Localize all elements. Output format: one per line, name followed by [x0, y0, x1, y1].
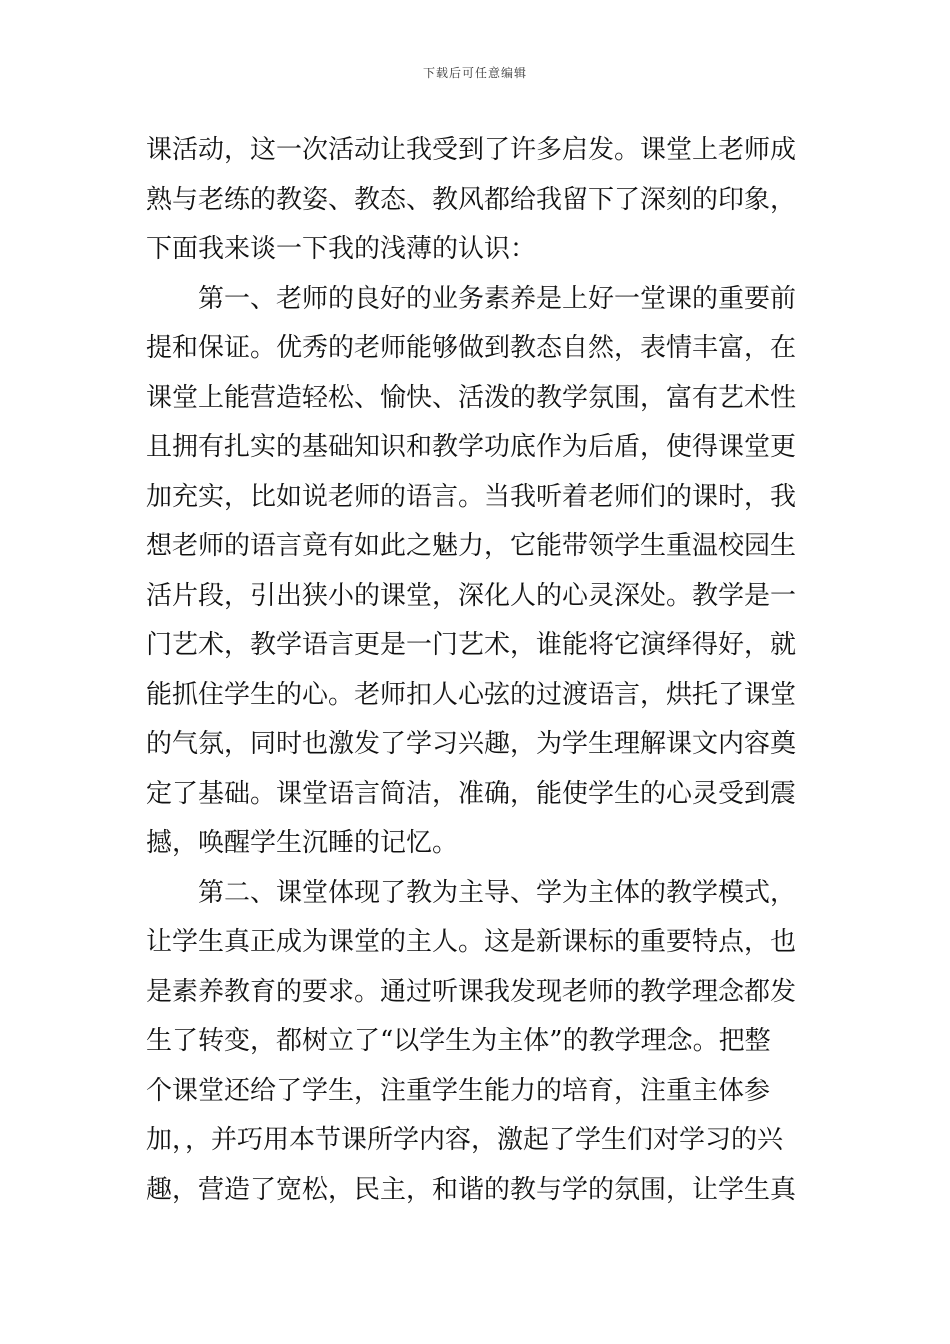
text-line: 撼，唤醒学生沉睡的记忆。: [146, 828, 459, 858]
text-line: 熟与老练的教姿、教态、教风都给我留下了深刻的印象，: [146, 184, 797, 215]
text-line: 生了转变，都树立了“以学生为主体”的教学理念。把整: [146, 1026, 771, 1056]
text-line: 门艺术，教学语言更是一门艺术，谁能将它演绎得好，就: [146, 630, 797, 660]
text-line: 加，，并巧用本节课所学内容，激起了学生们对学习的兴: [146, 1125, 784, 1155]
text-line: 第一、老师的良好的业务素养是上好一堂课的重要前: [146, 283, 797, 314]
text-line: 的气氛，同时也激发了学习兴趣，为学生理解课文内容奠: [146, 729, 797, 759]
text-line: 且拥有扎实的基础知识和教学功底作为后盾，使得课堂更: [146, 432, 797, 462]
text-line: 第二、课堂体现了教为主导、学为主体的教学模式，: [146, 877, 797, 908]
text-line: 活片段，引出狭小的课堂，深化人的心灵深处。教学是一: [146, 580, 797, 611]
text-line: 想老师的语言竟有如此之魅力，它能带领学生重温校园生: [146, 531, 797, 561]
text-line: 是素养教育的要求。通过听课我发现老师的教学理念都发: [146, 976, 797, 1007]
text-line: 课堂上能营造轻松、愉快、活泼的教学氛围，富有艺术性: [146, 382, 797, 413]
text-line: 提和保证。优秀的老师能够做到教态自然，表情丰富，在: [146, 333, 797, 363]
text-line: 加充实，比如说老师的语言。当我听着老师们的课时，我: [146, 481, 797, 512]
text-line: 课活动，这一次活动让我受到了许多启发。课堂上老师成: [146, 135, 797, 165]
header-note: 下载后可任意编辑: [422, 66, 527, 80]
text-line: 定了基础。课堂语言简洁，准确，能使学生的心灵受到震: [146, 778, 797, 809]
text-line: 趣，营造了宽松，民主，和谐的教与学的氛围，让学生真: [146, 1174, 797, 1205]
text-line: 能抓住学生的心。老师扣人心弦的过渡语言，烘托了课堂: [146, 679, 797, 710]
text-line: 下面我来谈一下我的浅薄的认识：: [146, 234, 537, 264]
body-text: [146, 126, 806, 1215]
text-line: 让学生真正成为课堂的主人。这是新课标的重要特点，也: [146, 927, 797, 957]
text-line: 个课堂还给了学生，注重学生能力的培育，注重主体参: [146, 1075, 771, 1106]
